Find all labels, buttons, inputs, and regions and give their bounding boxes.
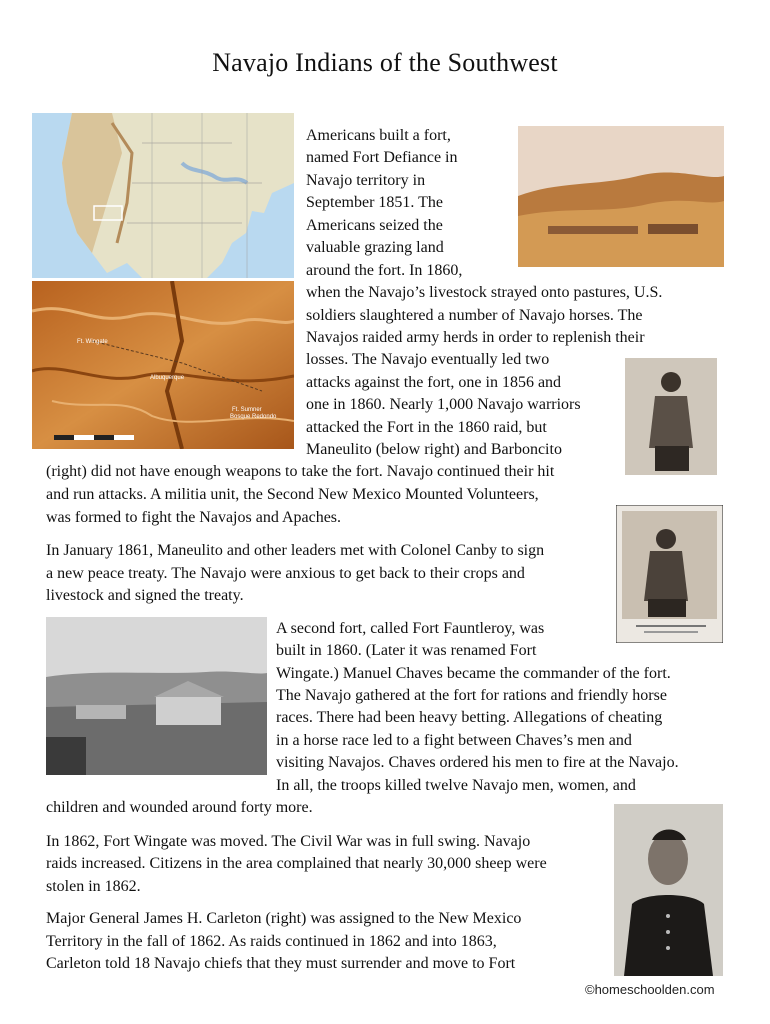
paragraph-5-line: Major General James H. Carleton (right) was assigned to the New Mexico (46, 910, 522, 927)
paragraph-3-line: Wingate.) Manuel Chaves became the commander of the fort. (276, 665, 671, 682)
paragraph-1-line: September 1851. The (306, 194, 444, 211)
maneulito-photo-image (616, 505, 723, 643)
paragraph-3-line: races. There had been heavy betting. Allegations of cheating (276, 709, 663, 726)
map-label: Ft. Wingate (77, 339, 108, 345)
copyright-notice: ©homeschoolden.com (585, 982, 715, 997)
paragraph-1-line: Navajo territory in (306, 172, 426, 189)
paragraph-3-line: in a horse race led to a fight between Chaves’s men and (276, 732, 632, 749)
paragraph-1-line: valuable grazing land (306, 239, 444, 256)
paragraph-3-line: The Navajo gathered at the fort for rations and friendly horse (276, 687, 667, 704)
carleton-portrait-image (614, 804, 723, 976)
paragraph-3-line: children and wounded around forty more. (46, 799, 313, 816)
paragraph-5-line: Territory in the fall of 1862. As raids continued in 1862 and into 1863, (46, 933, 497, 950)
map-label: Albuquerque (150, 375, 185, 381)
paragraph-2-line: livestock and signed the treaty. (46, 587, 244, 604)
barboncito-photo-image (625, 358, 717, 475)
paragraph-1-line: attacks against the fort, one in 1856 and (306, 374, 562, 391)
paragraph-1-line: Maneulito (below right) and Barboncito (306, 441, 562, 458)
paragraph-4-line: stolen in 1862. (46, 878, 141, 895)
paragraph-5-line: Carleton told 18 Navajo chiefs that they must surrender and move to Fort (46, 955, 516, 972)
paragraph-4-line: In 1862, Fort Wingate was moved. The Civil War was in full swing. Navajo (46, 833, 531, 850)
fort-fauntleroy-photo-image (46, 617, 267, 775)
paragraph-2-line: a new peace treaty. The Navajo were anxious to get back to their crops and (46, 565, 525, 582)
terrain-map-image (32, 281, 294, 449)
paragraph-1-line: attacked the Fort in the 1860 raid, but (306, 419, 547, 436)
paragraph-1-line: losses. The Navajo eventually led two (306, 351, 550, 368)
map-label: Bosque Redondo (230, 414, 277, 420)
north-america-map-image (32, 113, 294, 278)
paragraph-1-line: when the Navajo’s livestock strayed onto pastures, U.S. (306, 284, 663, 301)
paragraph-3-line: In all, the troops killed twelve Navajo men, women, and (276, 777, 636, 794)
fort-defiance-painting-image (518, 126, 724, 267)
paragraph-1-line: (right) did not have enough weapons to take the fort. Navajo continued their hit (46, 463, 555, 480)
paragraph-1-line: around the fort. In 1860, (306, 262, 463, 279)
paragraph-1-line: Navajos raided army herds in order to replenish their (306, 329, 645, 346)
paragraph-3-line: A second fort, called Fort Fauntleroy, was (276, 620, 545, 637)
map-label: Ft. Sumner (232, 407, 262, 413)
paragraph-3-line: built in 1860. (Later it was renamed Fort (276, 642, 537, 659)
paragraph-1-line: soldiers slaughtered a number of Navajo horses. The (306, 307, 643, 324)
paragraph-1-line: and run attacks. A militia unit, the Second New Mexico Mounted Volunteers, (46, 486, 539, 503)
page-title: Navajo Indians of the Southwest (212, 48, 558, 77)
paragraph-3-line: visiting Navajos. Chaves ordered his men to fire at the Navajo. (276, 754, 679, 771)
paragraph-4-line: raids increased. Citizens in the area complained that nearly 30,000 sheep were (46, 855, 547, 872)
paragraph-1-line: Americans seized the (306, 217, 443, 234)
paragraph-1-line: Americans built a fort, (306, 127, 451, 144)
paragraph-1-line: one in 1860. Nearly 1,000 Navajo warriors (306, 396, 581, 413)
paragraph-1-line: was formed to fight the Navajos and Apaches. (46, 509, 342, 526)
paragraph-2-line: In January 1861, Maneulito and other leaders met with Colonel Canby to sign (46, 542, 545, 559)
paragraph-1-line: named Fort Defiance in (306, 149, 458, 166)
